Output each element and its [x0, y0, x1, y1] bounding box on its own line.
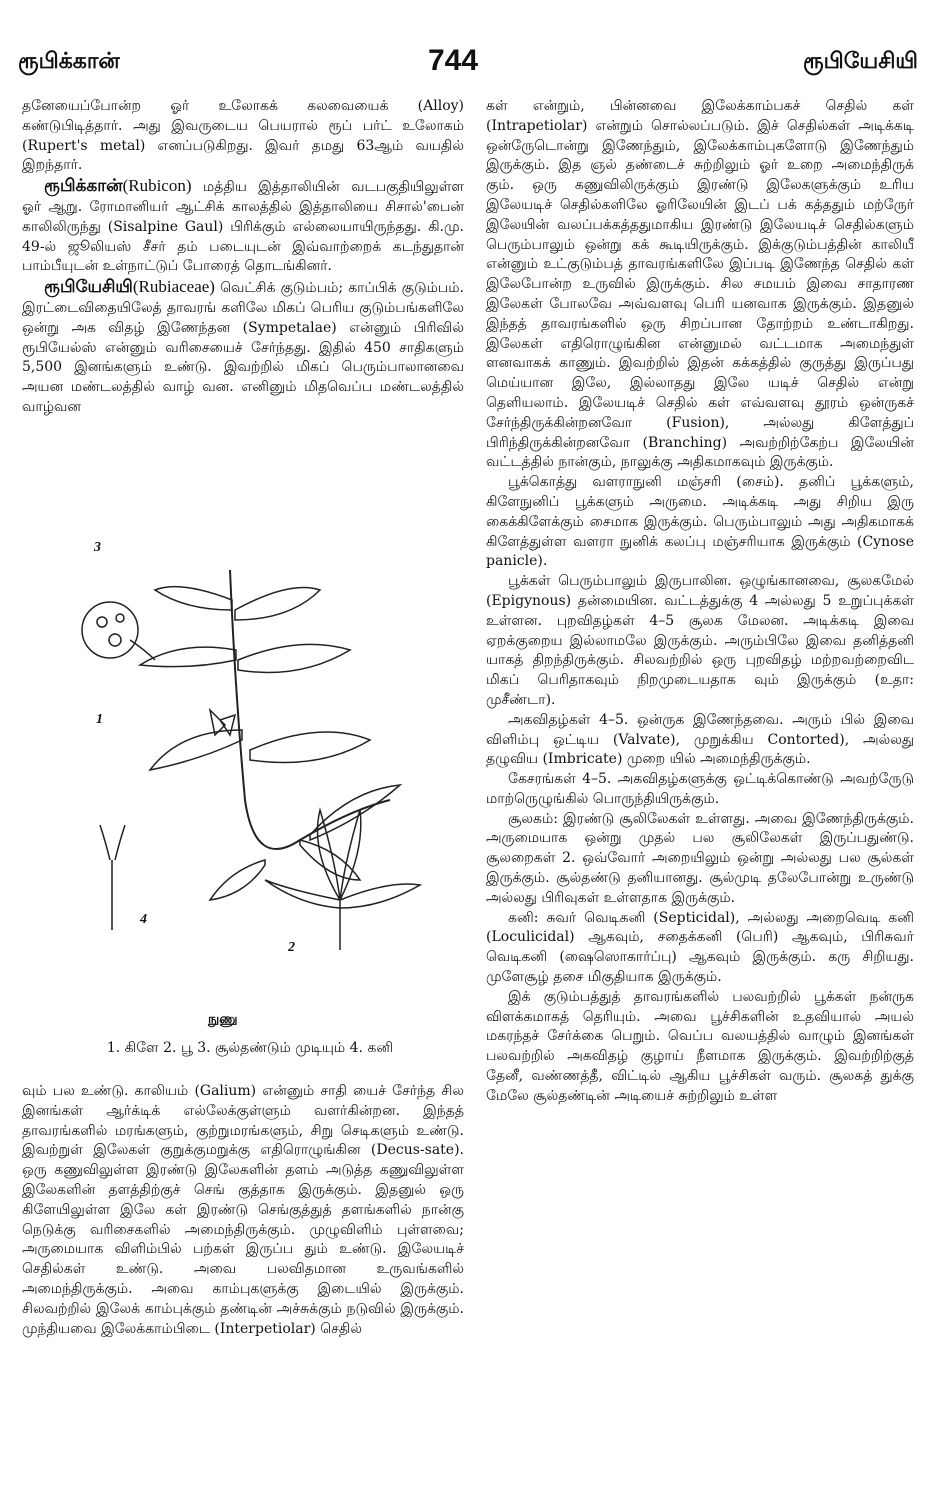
- paragraph-inflorescence: பூக்கொத்து வளராநுனி மஞ்சரி (சைம்). தனிப் பூக்களும், கிளேநுனிப் பூக்களும் அருமை. அடிக்கடி அது சிறிய இரு கைக்கிளேக்கும் சைமாக இருக்கும். பெரும்பாலும் அது அதிகமாகக் கிளேத்துள்ள வளரா நுனிக் கலப்பு மஞ்சரியாக இருக்கும் (Cynose panicle).: [486, 474, 914, 570]
- paragraph-stipules: கள் என்றும், பின்னவை இலேக்காம்பகச் செதில் கள் (Intrapetiolar) என்றும் சொல்லப்படும். இச் செதில்கள் அடிக்கடி ஒன்ருேடொன்று இணேந்தும், இலேக்காம்புகளோடு இணேந்தும் இருக்கும். இத ஞல் தண்டைச் சுற்றிலும் ஓர் உறை அமைந்திருக் கும். ஒரு கணுவிலிருக்கும் இரண்டு இலேகளுக்கும் உரிய இலேயடிச் செதில்களிலே ஓரிலேயின் இடப் பக் கத்ததும் மற்ருேர் இலேயின் வலப்பக்கத்ததுமாகிய இரண்டு இலேயடிச் செதில்களும் பெரும்பாலும் ஒன்று கக் கூடியிருக்கும். இக்குடும்பத்தின் காலியீ என்னும் உட்குடும்பத் தாவரங்களிலே இப்படி இணேந்த செதில் கள் இலேபோன்ற உருவில் இருக்கும். சில சமயம் இவை சாதாரண இலேகள் போலவே அவ்வளவு பெரி யனவாக இருக்கும். இதனுல் இந்தத் தாவரங்களில் ஒரு சிறப்பான தோற்றம் உண்டாகிறது. இலேகள் எதிரொழுங்கின என்னுமல் வட்டமாக அமைந்துள் ளனவாகக் காணும். இவற்றில் இதன் கக்கத்தில் குருத்து இருப்பது மெய்யான இலே, இல்லாதது இலே யடிச் செதில் என்று தெளியலாம். இலேயடிச் செதில் கள் எவ்வளவு தூரம் ஒன்ருகச் சேர்ந்திருக்கின்றனவோ (Fusion), அல்லது கிளேத்துப் பிரிந்திருக்கின்றனவோ (Branching) அவற்றிற்கேற்ப இலேயின் வட்டத்தில் நான்கும், நாலுக்கு அதிகமாகவும் இருக்கும்.: [486, 98, 914, 471]
- left-column-bottom: [22, 1082, 464, 1339]
- figure-label-4: 4: [140, 912, 147, 927]
- botanical-illustration: [60, 540, 440, 1010]
- pistil-drawing: [100, 825, 125, 930]
- left-column-top: [22, 97, 464, 418]
- main-stem: [230, 570, 390, 849]
- entry-rubicon: [22, 176, 464, 277]
- paragraph-galium: வும் பல உண்டு. காலியம் (Galium) என்னும் சாதி யைச் சேர்ந்த சில இனங்கள் ஆர்க்டிக் எல்லேக்குள்ளும் வளர்கின்றன. இந்தத் தாவரங்களில் மரங்களும், குற்றுமரங்களும், சிறு செடிகளும் உண்டு. இவற்றுள் இலேகள் குறுக்குமறுக்கு எதிரொழுங்கின (Decus-sate). ஒரு கணுவிலுள்ள இரண்டு இலேகளின் தளம் அடுத்த கணுவிலுள்ள இலேகளின் தளத்திற்குச் செங் குத்தாக இருக்கும். இதனுல் ஒரு கிளேயிலுள்ள இலே கள் இரண்டு செங்குத்துத் தளங்களில் நான்கு நெடுக்கு வரிசைகளில் அமைந்திருக்கும். முழுவிளிம் புள்ளவை; அருமையாக விளிம்பில் பற்கள் இருப்ப தும் உண்டு. இலேயடிச் செதில்கள் உண்டு. அவை பலவிதமான உருவங்களில் அமைந்திருக்கும். அவை காம்புகளுக்கு இடையில் இருக்கும். சிலவற்றில் இலேக் காம்புக்கும் தண்டின் அச்சுக்கும் நடுவில் இருக்கும். முந்தியவை இலேக்காம்பிடை (Interpetiolar) செதில்: [22, 1083, 464, 1337]
- figure-caption: 1. கிளே 2. பூ 3. சூல்தண்டும் முடியும் 4. கனி: [106, 1040, 394, 1056]
- entry-headword: ரூபிக்கான்: [44, 176, 123, 197]
- entry-headword: ரூபியேசியி: [44, 277, 133, 298]
- header-right-term: ரூபியேசியி: [803, 48, 918, 74]
- entry-latin-name: (Rubicon): [122, 176, 192, 196]
- page-number: 744: [428, 44, 479, 77]
- leaf: [210, 860, 265, 900]
- right-column: [486, 97, 914, 1107]
- page-header: [18, 44, 918, 84]
- header-left-term: ரூபிக்கான்: [18, 48, 120, 74]
- fruit-drawing: [82, 602, 138, 658]
- figure-label-1: 1: [96, 712, 103, 727]
- leaf: [155, 587, 232, 610]
- entry-body: வெட்சிக் குடும்பம்; காப்பிக் குடும்பம். இரட்டைவிதையிலேத் தாவரங் களிலே மிகப் பெரிய குடும்பங்களிலே ஒன்று அக விதழ் இணேந்தன (Sympetalae) என்னும் பிரிவில் ரூபியேல்ஸ் என்னும் வரிசையைச் சேர்ந்தது. இதில் 450 சாதிகளும் 5,500 இனங்களும் உண்டு. இவற்றில் மிகப் பெரும்பாலானவை அயன மண்டலத்தில் வாழ் வன. எனினும் மிதவெப்ப மண்டலத்தில் வாழ்வன: [22, 280, 464, 415]
- leaf: [250, 732, 370, 763]
- leaf: [235, 588, 320, 621]
- entry-body: மத்திய இத்தாலியின் வடபகுதியிலுள்ள ஓர் ஆறு. ரோமானியர் ஆட்சிக் காலத்தில் இத்தாலியை சிசால்'பைன் காலிலிருந்து (Sisalpine Gaul) பிரிக்கும் எல்லையாயிருந்தது. கி.மு. 49-ல் ஜூலியஸ் சீசர் தம் படையுடன் இவ்வாற்றைக் கடந்துதான் பாம்பீயுடன் உள்நாட்டுப் போரைத் தொடங்கினர்.: [22, 179, 464, 275]
- leaf: [150, 730, 242, 770]
- paragraph-pollination: இக் குடும்பத்துத் தாவரங்களில் பலவற்றில் பூக்கள் நன்ருக விளக்கமாகத் தெரியும். அவை பூச்சிகளின் உதவியால் அயல் மகரந்தச் சேர்க்கை பெறும். வெப்ப வலயத்தில் வாழும் இனங்கள் பலவற்றில் அகவிதழ் குழாய் நீளமாக இருக்கும். இவற்றிற்குத் தேனீ, வண்ணத்தீ, விட்டில் ஆகிய பூச்சிகள் வரும். சூலகத் துக்கு மேலே சூல்தண்டின் அடியைச் சுற்றிலும் உள்ள: [486, 988, 914, 1104]
- leaf: [238, 644, 350, 672]
- figure-label-2: 2: [288, 940, 295, 955]
- paragraph-rupert-continued: தனேயைப்போன்ற ஓர் உலோகக் கலவையைக் (Alloy) கண்டுபிடித்தார். அது இவருடைய பெயரால் ரூப் பர்ட் உலோகம் (Rupert's metal) எனப்படுகிறது. இவர் தமது 63ஆம் வயதில் இறந்தார்.: [22, 98, 464, 174]
- paragraph-ovary: சூலகம்: இரண்டு சூலிலேகள் உள்ளது. அவை இணேந்திருக்கும். அருமையாக ஒன்று முதல் பல சூலிலேகள் இருப்பதுண்டு. சூலறைகள் 2. ஒவ்வோர் அறையிலும் ஒன்று அல்லது பல சூல்கள் இருக்கும். சூல்தண்டு தனியானது. சூல்முடி தலேபோன்று உருண்டு அல்லது பிரிவுகள் உள்ளதாக இருக்கும்.: [486, 810, 914, 906]
- paragraph-flowers: பூக்கள் பெரும்பாலும் இருபாலின. ஒழுங்கானவை, சூலகமேல் (Epigynous) தன்மையின. வட்டத்துக்கு 4 அல்லது 5 உறுப்புக்கள் உள்ளன. புறவிதழ்கள் 4–5 சூலக மேலன. அடிக்கடி இவை ஏறக்குறைய இல்லாமலே இருக்கும். அரும்பிலே இவை தனித்தனி யாகத் திறந்திருக்கும். சிலவற்றில் ஒரு புறவிதழ் மற்றவற்றைவிட மிகப் பெரிதாகவும் நிறமுடையதாக வும் இருக்கும் (உதா: முசீண்டா).: [486, 573, 914, 708]
- flower-drawing: [265, 810, 420, 950]
- paragraph-stamens: கேசரங்கள் 4–5. அகவிதழ்களுக்கு ஒட்டிக்கொண்டு அவற்ருேடு மாற்ருெழுங்கில் பொருந்தியிருக்கும்.: [486, 771, 914, 807]
- entry-latin-name: (Rubiaceae): [132, 277, 215, 297]
- paragraph-fruit: கனி: சுவர் வெடிகனி (Septicidal), அல்லது அறைவெடி கனி (Loculicidal) ஆகவும், சதைக்கனி (பெரி) ஆகவும், பிரிசுவர் வெடிகனி (ஷைஸொகார்ப்பு) ஆகவும் இருக்கும். கரு சிறியது. முளேசூழ் தசை மிகுதியாக இருக்கும்.: [486, 909, 914, 986]
- leaf: [140, 647, 236, 667]
- plant-drawing: [60, 540, 440, 1010]
- entry-rubiaceae: [22, 277, 464, 418]
- figure-label-3: 3: [94, 540, 101, 555]
- paragraph-petals: அகவிதழ்கள் 4–5. ஒன்ருக இணேந்தவை. அரும் பில் இவை விளிம்பு ஒட்டிய (Valvate), முறுக்கிய Contorted), அல்லது தழுவிய (Imbricate) முறை யில் அமைந்திருக்கும்.: [486, 711, 914, 768]
- figure-title: நுணு: [208, 1012, 238, 1027]
